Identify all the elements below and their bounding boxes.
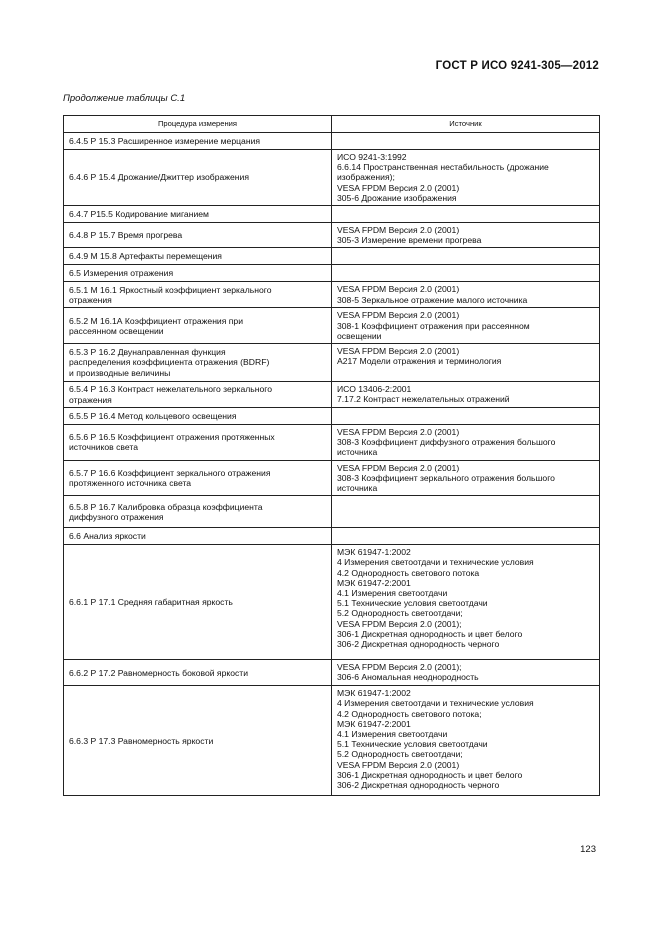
source-cell [332,344,600,382]
source-text: 5.1 Технические условия светоотдачи [337,739,488,750]
source-text: А217 Модели отражения и терминология [337,356,502,367]
column-header-procedure: Процедура измерения [64,116,332,133]
table-row [64,282,600,308]
procedure-text: 6.4.6 Р 15.4 Дрожание/Джиттер изображения [69,172,249,183]
column-header-source: Источник [332,116,600,133]
procedure-text: 6.5 Измерения отражения [69,268,174,279]
source-cell [332,133,600,150]
procedure-text: 6.5.8 Р 16.7 Калибровка образца коэффициента [69,501,263,512]
table-row [64,206,600,223]
procedure-cell [64,223,332,248]
table-header-row [64,116,600,133]
procedure-cell [64,248,332,265]
source-text: 306-1 Дискретная однородность и цвет белого [337,628,523,639]
source-cell [332,660,600,686]
source-text: 5.2 Однородность светоотдачи; [337,608,463,619]
table-row [64,686,600,796]
source-text: VESA FPDM Версия 2.0 (2001) [337,462,460,473]
source-cell [332,425,600,461]
procedure-text: 6.6.3 Р 17.3 Равномерность яркости [69,735,214,746]
source-text: ИСО 9241-3:1992 [337,152,407,162]
procedure-cell [64,408,332,425]
source-text: 308-3 Коэффициент диффузного отражения большого [337,437,556,448]
procedure-cell [64,425,332,461]
procedure-cell [64,206,332,223]
procedure-cell [64,382,332,408]
source-text: 7.17.2 Контраст нежелательных отражений [337,394,510,405]
source-text: VESA FPDM Версия 2.0 (2001); [337,662,462,673]
source-text: VESA FPDM Версия 2.0 (2001) [337,225,460,236]
source-cell [332,545,600,660]
procedure-text: 6.5.4 Р 16.3 Контраст нежелательного зеркального [69,384,272,395]
source-text: источника [337,483,378,494]
table-row [64,344,600,382]
source-text: 306-2 Дискретная однородность черного [337,780,500,791]
procedure-cell [64,308,332,344]
procedure-text: 6.5.5 Р 16.4 Метод кольцевого освещения [69,410,237,421]
source-text: VESA FPDM Версия 2.0 (2001) [337,346,460,357]
source-cell [332,308,600,344]
source-text: МЭК 61947-1:2002 [337,688,411,699]
procedure-cell [64,282,332,308]
source-text: VESA FPDM Версия 2.0 (2001) [337,284,460,295]
source-text: VESA FPDM Версия 2.0 (2001) [337,427,460,438]
source-text: 4.2 Однородность светового потока; [337,708,482,719]
source-text: VESA FPDM Версия 2.0 (2001); [337,618,462,629]
source-text: VESA FPDM Версия 2.0 (2001) [337,759,460,770]
procedure-cell [64,265,332,282]
table-row [64,150,600,206]
procedure-text: 6.4.9 М 15.8 Артефакты перемещения [69,251,222,262]
source-cell [332,282,600,308]
source-cell [332,248,600,265]
source-cell [332,206,600,223]
procedure-text: протяженного источника света [69,477,192,488]
procedure-text: 6.6 Анализ яркости [69,531,146,542]
table-row [64,265,600,282]
procedure-text: 6.5.2 М 16.1А Коэффициент отражения при [69,315,244,326]
source-text: источника [337,447,378,458]
source-text: 305-3 Измерение времени прогрева [337,235,482,246]
table-row [64,425,600,461]
procedure-text: 6.5.3 Р 16.2 Двунаправленная функция [69,347,226,358]
procedure-text: источников света [69,442,139,453]
source-text: 4.1 Измерения светоотдачи [337,729,448,740]
source-text: МЭК 61947-1:2002 [337,547,411,558]
procedure-text: рассеянном освещении [69,325,164,336]
source-text: изображения); [337,172,395,183]
source-text: 306-2 Дискретная однородность черного [337,639,500,650]
table-row [64,496,600,528]
procedure-cell [64,496,332,528]
source-text: 306-6 Аномальная неоднородность [337,672,479,683]
source-text: 305-6 Дрожание изображения [337,192,457,203]
source-text: 6.6.14 Пространственная нестабильность (дрожание [337,162,549,173]
source-cell [332,223,600,248]
table-row [64,248,600,265]
source-text: 4.2 Однородность светового потока [337,567,480,578]
procedure-text: 6.5.7 Р 16.6 Коэффициент зеркального отражения [69,467,271,478]
source-text: VESA FPDM Версия 2.0 (2001) [337,310,460,321]
table-row [64,382,600,408]
source-cell [332,382,600,408]
source-cell [332,460,600,496]
source-cell [332,528,600,545]
table-continuation-caption: Продолжение таблицы С.1 [63,93,186,104]
procedure-text: распределения коэффициента отражения (BDRF) [69,357,270,368]
procedure-text: 6.6.2 Р 17.2 Равномерность боковой яркости [69,667,249,678]
procedure-cell [64,660,332,686]
source-text: 4 Измерения светоотдачи и технические условия [337,698,534,709]
source-text: МЭК 61947-2:2001 [337,577,411,588]
procedure-text: 6.5.6 Р 16.5 Коэффициент отражения протяженных [69,432,275,443]
procedure-text: диффузного отражения [69,511,164,522]
table-row [64,223,600,248]
source-cell [332,686,600,796]
table-row [64,528,600,545]
procedure-text: 6.5.1 М 16.1 Яркостный коэффициент зеркального [69,284,272,295]
procedure-cell [64,344,332,382]
source-text: 306-1 Дискретная однородность и цвет белого [337,769,523,780]
procedure-text: 6.6.1 Р 17.1 Средняя габаритная яркость [69,597,233,608]
page-number: 123 [580,844,596,855]
table-row [64,545,600,660]
source-text: VESA FPDM Версия 2.0 (2001) [337,182,460,193]
procedure-cell [64,133,332,150]
procedure-text: 6.4.7 Р15.5 Кодирование миганием [69,208,209,219]
source-text: 308-1 Коэффициент отражения при рассеянном [337,320,530,331]
procedure-text: 6.4.5 Р 15.3 Расширенное измерение мерцания [69,135,261,146]
source-cell [332,408,600,425]
source-text: ИСО 13406-2:2001 [337,384,412,395]
table-row [64,660,600,686]
source-cell [332,496,600,528]
procedure-text: отражения [69,394,112,405]
source-cell [332,265,600,282]
procedure-cell [64,686,332,796]
procedure-text: отражения [69,294,112,305]
procedure-cell [64,528,332,545]
source-text: 308-3 Коэффициент зеркального отражения большого [337,472,555,483]
source-text: 4.1 Измерения светоотдачи [337,588,448,599]
procedure-cell [64,460,332,496]
source-text: освещении [337,330,382,341]
table-row [64,408,600,425]
procedure-text: и производные величины [69,367,171,378]
standard-code: ГОСТ Р ИСО 9241-305—2012 [435,60,599,72]
procedure-cell [64,150,332,206]
measurement-sources-table [63,115,600,796]
source-text: 5.2 Однородность светоотдачи; [337,749,463,760]
procedure-text: 6.4.8 Р 15.7 Время прогрева [69,230,183,241]
source-text: 308-5 Зеркальное отражение малого источника [337,294,528,305]
procedure-cell [64,545,332,660]
source-text: 4 Измерения светоотдачи и технические условия [337,557,534,568]
table-row [64,308,600,344]
table-row [64,460,600,496]
source-text: 5.1 Технические условия светоотдачи [337,598,488,609]
source-text: МЭК 61947-2:2001 [337,718,411,729]
source-cell [332,150,600,206]
table-row [64,133,600,150]
